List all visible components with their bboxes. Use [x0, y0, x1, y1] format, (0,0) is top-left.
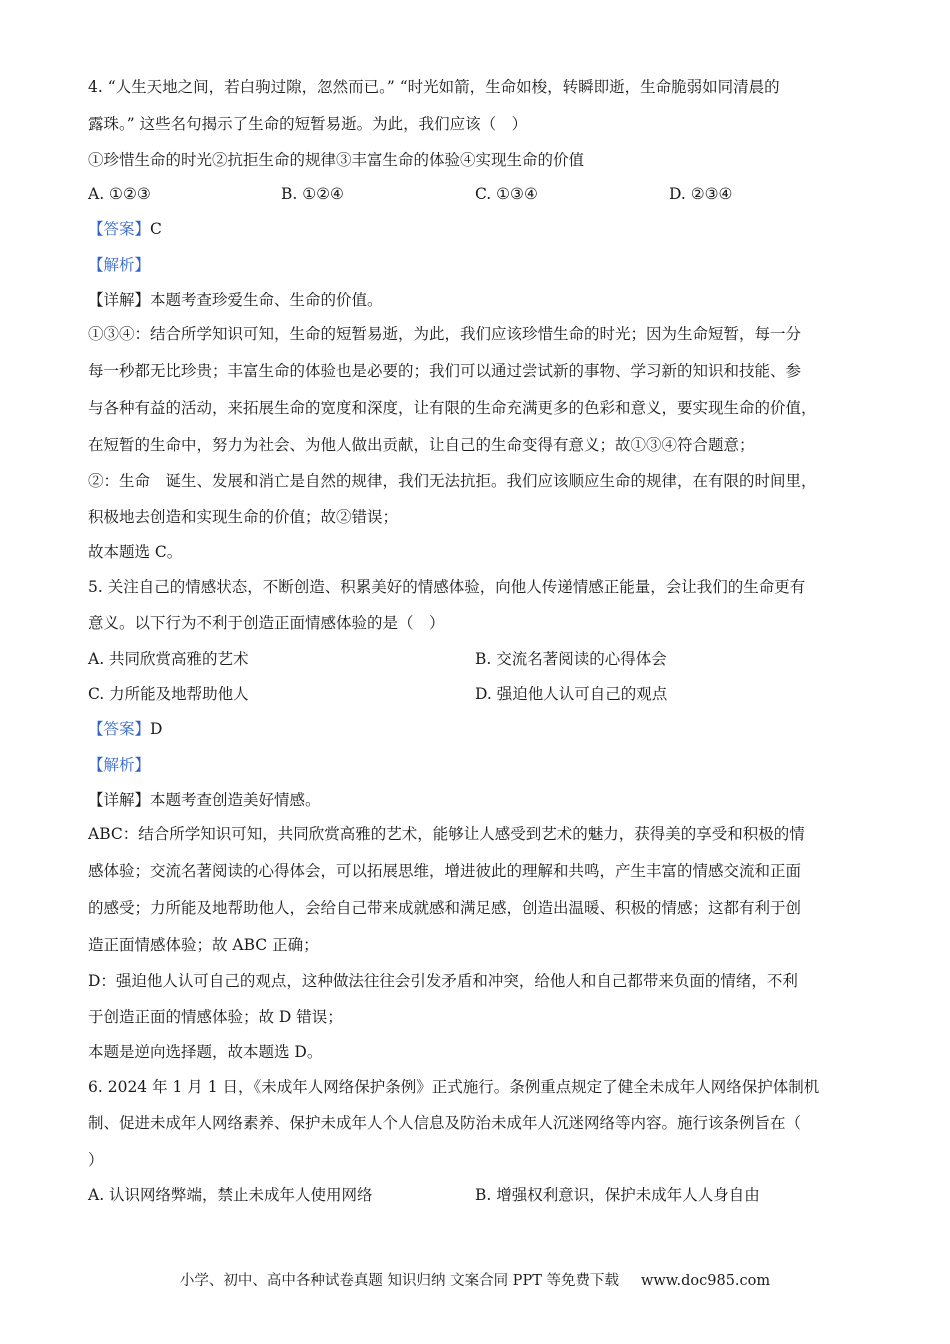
q5-option-a: A. 共同欣赏高雅的艺术: [88, 650, 249, 668]
q4-analysis-p3: 与各种有益的活动，来拓展生命的宽度和深度，让有限的生命充满更多的色彩和意义，要实现生命的价值，: [88, 399, 817, 417]
q6-stem-line2: 制、促进未成年人网络素养、保护未成年人个人信息及防治未成年人沉迷网络等内容。施行该条例旨在（: [88, 1114, 802, 1132]
q4-analysis-tag: 【解析】: [88, 256, 151, 274]
q4-stem-line2: 露珠。” 这些名句揭示了生命的短暂易逝。为此，我们应该（ ）: [88, 115, 528, 133]
q5-stem-line1: 5. 关注自己的情感状态，不断创造、积累美好的情感体验，向他人传递情感正能量，会让我们的生命更有: [88, 578, 806, 596]
detail-tag: 【详解】: [88, 791, 151, 809]
q5-analysis-p3: 的感受；力所能及地帮助他人，会给自己带来成就感和满足感，创造出温暖、积极的情感；这都有利于创: [88, 899, 802, 917]
answer-value: D: [150, 720, 163, 738]
q5-analysis-p2: 感体验；交流名著阅读的心得体会，可以拓展思维，增进彼此的理解和共鸣，产生丰富的情感交流和正面: [88, 862, 802, 880]
q5-option-d: D. 强迫他人认可自己的观点: [475, 685, 668, 703]
q5-option-b: B. 交流名著阅读的心得体会: [475, 650, 667, 668]
q5-detail: [88, 790, 321, 810]
detail-text: 本题考查珍爱生命、生命的价值。: [150, 291, 383, 309]
detail-tag: 【详解】: [88, 291, 151, 309]
q6-option-a: A. 认识网络弊端，禁止未成年人使用网络: [88, 1186, 373, 1204]
q5-analysis-p4: 造正面情感体验；故 ABC 正确；: [88, 936, 319, 954]
q5-answer: [88, 719, 162, 739]
q4-option-b: B. ①②④: [281, 185, 344, 203]
q4-analysis-p4: 在短暂的生命中，努力为社会、为他人做出贡献，让自己的生命变得有意义；故①③④符合题意；: [88, 436, 755, 454]
q4-items: ①珍惜生命的时光②抗拒生命的规律③丰富生命的体验④实现生命的价值: [88, 151, 585, 169]
q4-conclusion: 故本题选 C。: [88, 543, 183, 561]
q4-analysis-p1: ①③④：结合所学知识可知，生命的短暂易逝，为此，我们应该珍惜生命的时光；因为生命短暂，每一分: [88, 325, 802, 343]
q5-option-c: C. 力所能及地帮助他人: [88, 685, 249, 703]
q4-detail: [88, 290, 383, 310]
q5-analysis-p1: ABC：结合所学知识可知，共同欣赏高雅的艺术，能够让人感受到艺术的魅力，获得美的享受和积极的情: [88, 825, 805, 843]
answer-tag: 【答案】: [88, 720, 151, 738]
q6-option-b: B. 增强权利意识，保护未成年人人身自由: [475, 1186, 760, 1204]
answer-value: C: [150, 220, 162, 238]
q5-analysis-tag: 【解析】: [88, 756, 151, 774]
page-footer: [0, 1269, 950, 1290]
q5-analysis-p5: D：强迫他人认可自己的观点，这种做法往往会引发矛盾和冲突，给他人和自己都带来负面的情绪，不利: [88, 972, 798, 990]
q4-answer: [88, 219, 162, 239]
q4-analysis-p6: 积极地去创造和实现生命的价值；故②错误；: [88, 508, 399, 526]
answer-tag: 【答案】: [88, 220, 151, 238]
q5-conclusion: 本题是逆向选择题，故本题选 D。: [88, 1043, 323, 1061]
q5-analysis-p6: 于创造正面的情感体验；故 D 错误；: [88, 1008, 343, 1026]
q4-option-a: A. ①②③: [88, 185, 151, 203]
q5-stem-line2: 意义。以下行为不利于创造正面情感体验的是（ ）: [88, 614, 445, 632]
q4-option-c: C. ①③④: [475, 185, 538, 203]
q4-analysis-p2: 每一秒都无比珍贵；丰富生命的体验也是必要的；我们可以通过尝试新的事物、学习新的知识和技能、参: [88, 362, 802, 380]
q4-stem-line1: 4. “人生天地之间，若白驹过隙，忽然而已。” “时光如箭，生命如梭，转瞬即逝，生命脆弱如同清晨的: [88, 78, 780, 96]
q4-analysis-p5: ②：生命 诞生、发展和消亡是自然的规律，我们无法抗拒。我们应该顺应生命的规律，在有限的时间里，: [88, 472, 817, 490]
q6-stem-line1: 6. 2024 年 1 月 1 日，《未成年人网络保护条例》正式施行。条例重点规定了健全未成年人网络保护体制机: [88, 1078, 820, 1096]
footer-text: 小学、初中、高中各种试卷真题 知识归纳 文案合同 PPT 等免费下载: [179, 1273, 619, 1289]
q4-option-d: D. ②③④: [669, 185, 733, 203]
detail-text: 本题考查创造美好情感。: [150, 791, 321, 809]
q6-stem-line3: ）: [88, 1151, 104, 1169]
footer-url[interactable]: www.doc985.com: [640, 1273, 771, 1289]
